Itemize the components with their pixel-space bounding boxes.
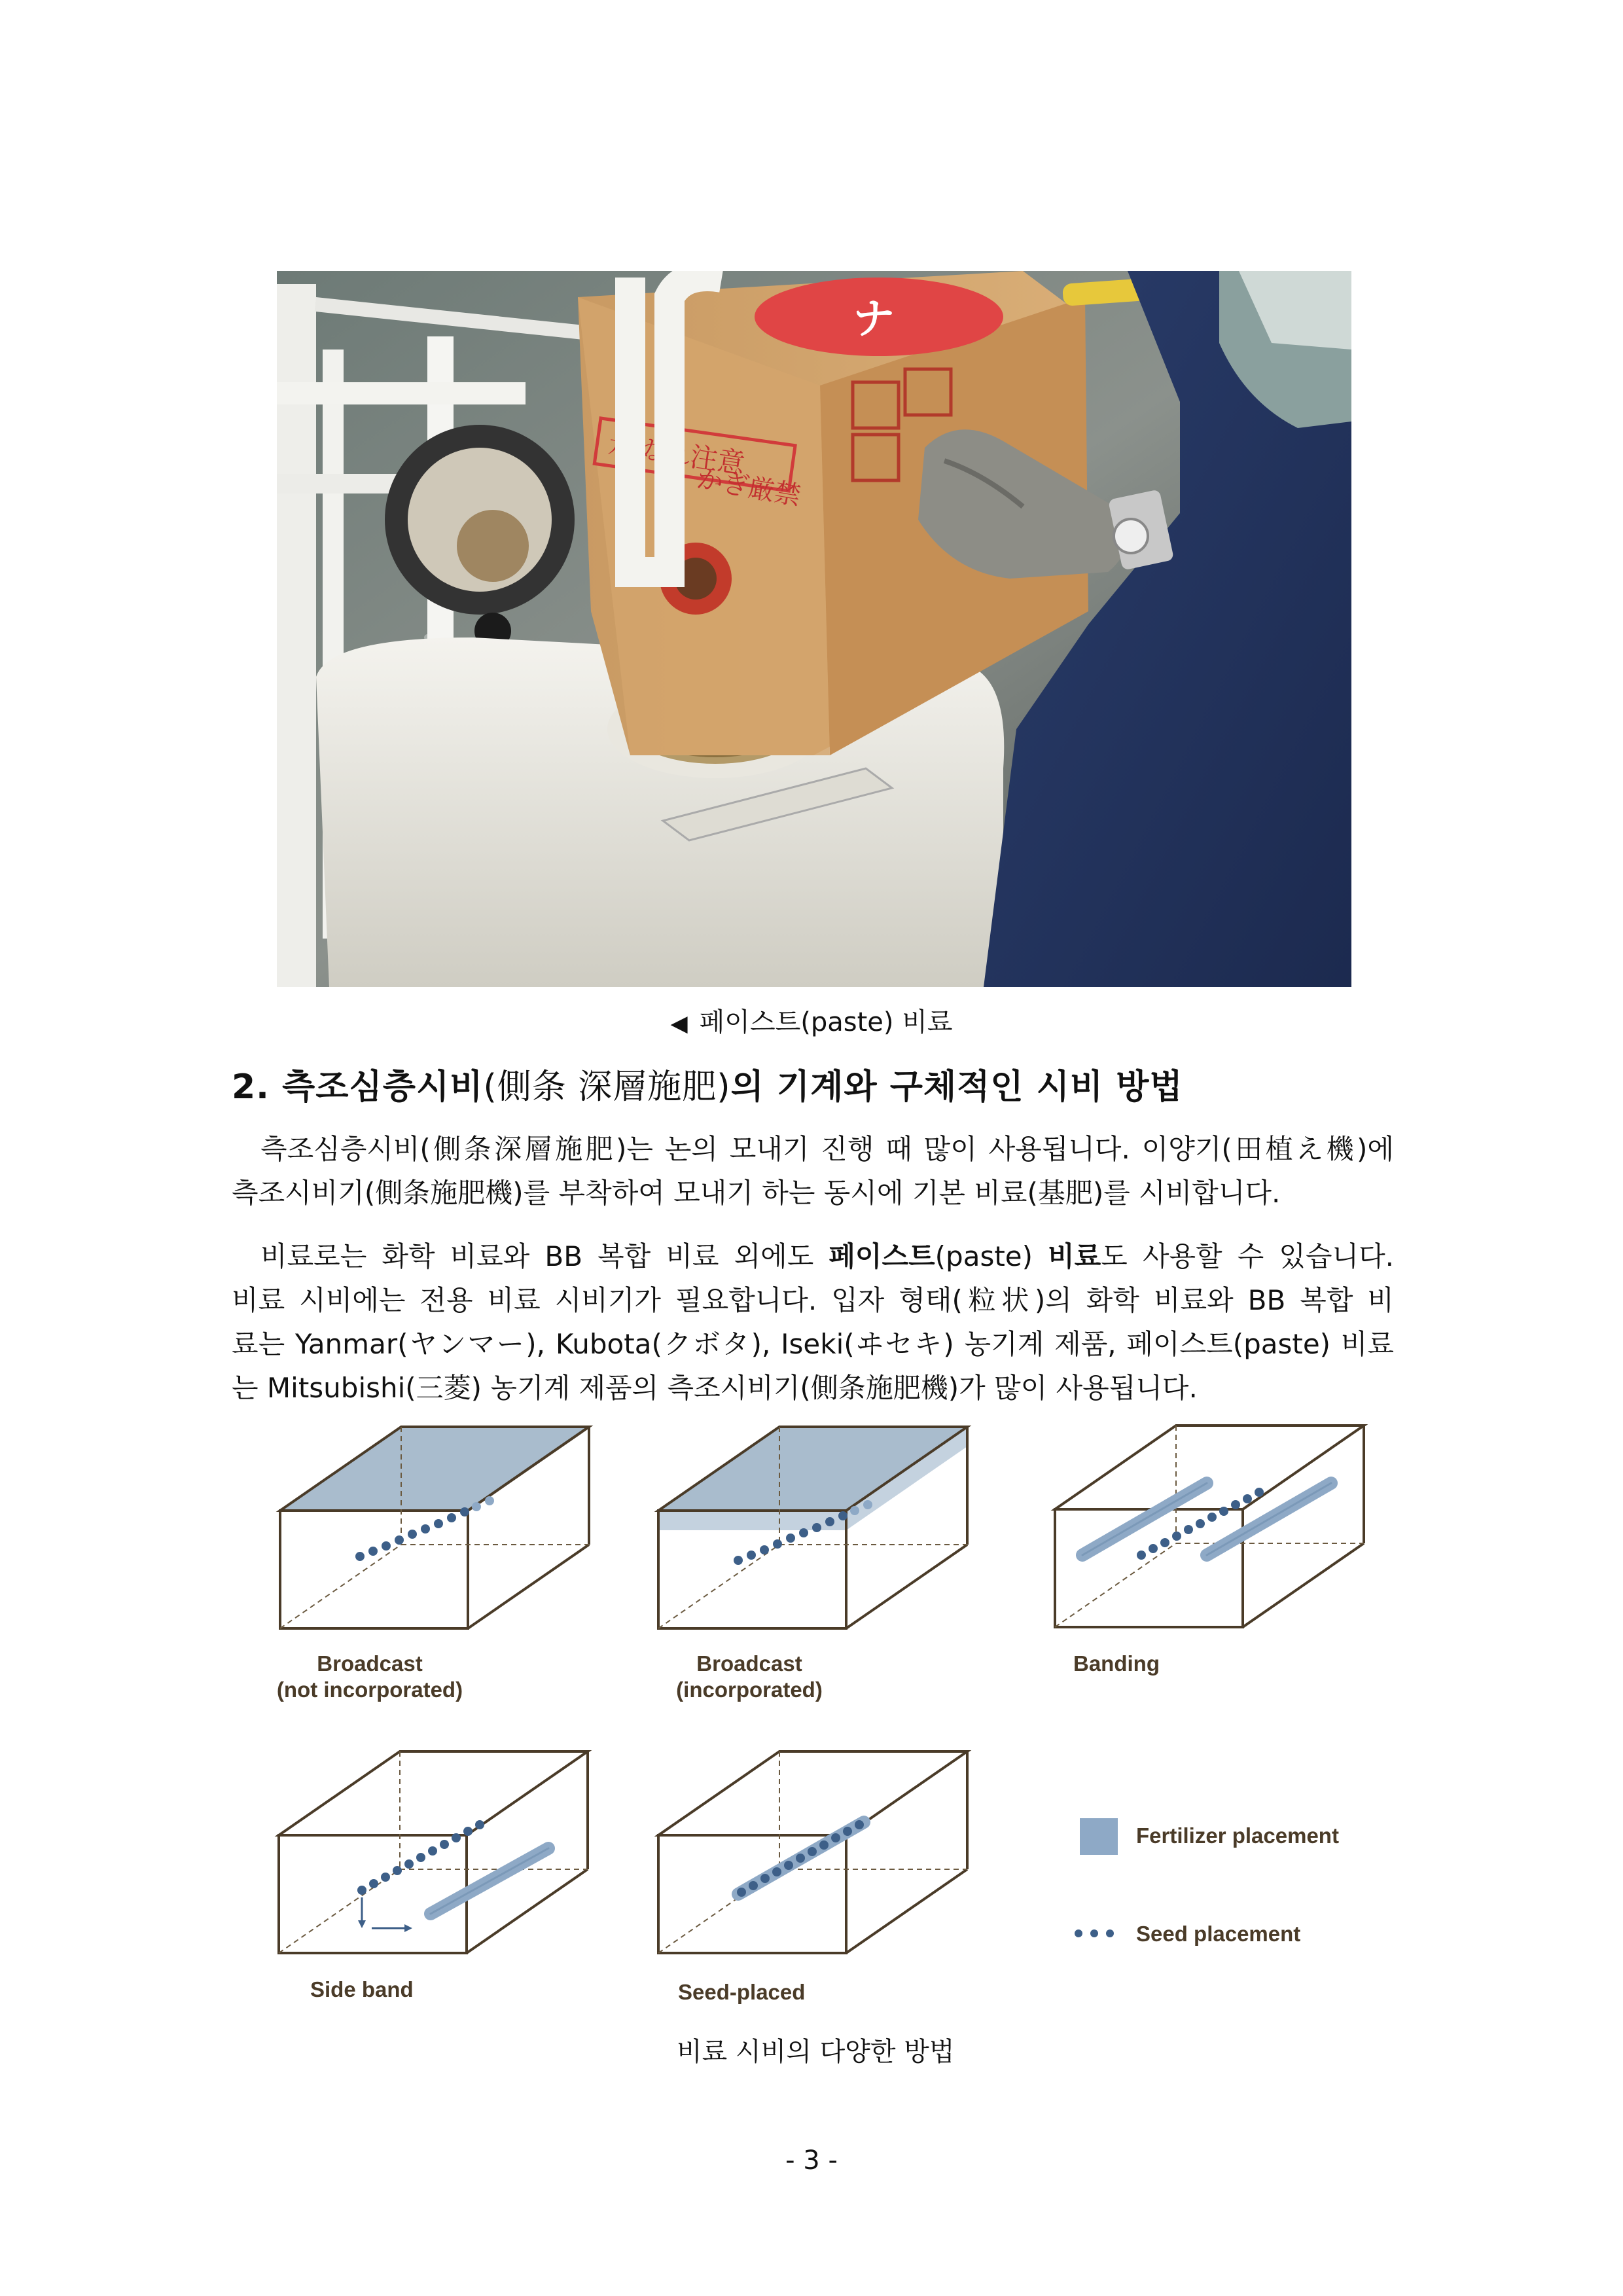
diagram-broadcast-not-incorporated (275, 1426, 596, 1635)
legend-fertilizer-swatch (1080, 1818, 1118, 1855)
label-seed-placed: Seed-placed (678, 1980, 806, 2004)
label-banding: Banding (1073, 1651, 1160, 1676)
diagram-broadcast-incorporated (653, 1426, 974, 1635)
diagram-seed-placed (653, 1750, 974, 1960)
diagram-banding (1050, 1424, 1370, 1634)
legend-seed-dots (1072, 1927, 1124, 1940)
paste-fertilizer-photo (277, 271, 1351, 987)
paragraph-2-line-1-a: 비료로는 화학 비료와 BB 복합 비료 외에도 (260, 1240, 829, 1272)
paragraph-2-line-3: 료는 Yanmar(ヤンマー), Kubota(クボタ), Iseki(ヰセキ) 농기계 제품, 페이스트(paste) 비료 (232, 1328, 1394, 1360)
label-broadcast-inc-line1: Broadcast (696, 1651, 802, 1676)
section-title-part-b: 의 기계와 구체적인 시비 방법 (730, 1067, 1183, 1107)
label-broadcast-inc-line2: (incorporated) (676, 1677, 823, 1702)
label-broadcast-incorporated (645, 1651, 854, 1703)
legend-seed-label: Seed placement (1136, 1922, 1301, 1946)
figure-caption: 비료 시비의 다양한 방법 (677, 2037, 955, 2067)
photo-caption-text: 페이스트(paste) 비료 (699, 1007, 953, 1037)
label-broadcast-not-line1: Broadcast (317, 1651, 423, 1676)
paragraph-2-line-2: 비료 시비에는 전용 비료 시비기가 필요합니다. 입자 형태(粒状)의 화학 비료와 BB 복합 비 (232, 1284, 1394, 1316)
paragraph-2-line-4: 는 Mitsubishi(三菱) 농기계 제품의 측조시비기(側条施肥機)가 많이 사용됩니다. (232, 1372, 1198, 1404)
label-broadcast-not-incorporated (262, 1651, 478, 1703)
photo-caption (0, 1001, 1623, 1039)
paragraph-2-line-1-e: 도 사용할 수 있습니다. (1101, 1240, 1395, 1272)
label-broadcast-not-line2: (not incorporated) (276, 1677, 463, 1702)
paragraph-1-line-2: 측조시비기(側条施肥機)를 부착하여 모내기 하는 동시에 기본 비료(基肥)를 시비합니다. (232, 1177, 1281, 1209)
section-number: 2. (232, 1067, 270, 1107)
paragraph-2-line-1-c: (paste) (935, 1240, 1048, 1272)
paragraph-1-line-1: 측조심층시비(側条深層施肥)는 논의 모내기 진행 때 많이 사용됩니다. 이양기(田植え機)에 (260, 1133, 1394, 1165)
diagram-side-band (274, 1750, 594, 1960)
box-warning2-text: かぎ厳禁 (694, 463, 803, 512)
section-heading (232, 1059, 1183, 1108)
label-side-band: Side band (310, 1977, 414, 2001)
page-number: - 3 - (785, 2145, 838, 2176)
paragraph-2-line-1 (232, 1234, 1394, 1278)
legend-fertilizer-label: Fertilizer placement (1136, 1823, 1339, 1848)
paragraph-2-bold-paste: 페이스트 (829, 1240, 935, 1272)
box-warning-text: 水ぬれ注意 (606, 429, 747, 480)
section-title-part-a: 측조심층시비 (282, 1067, 484, 1107)
paragraph-1 (232, 1127, 1394, 1215)
box-mark-text: ナ (853, 295, 895, 344)
paragraph-2 (232, 1234, 1394, 1410)
section-title-hanja: (側条 深層施肥) (483, 1067, 731, 1107)
paragraph-2-bold-fertilizer: 비료 (1048, 1240, 1101, 1272)
triangle-left-icon: ◀ (670, 1011, 688, 1037)
